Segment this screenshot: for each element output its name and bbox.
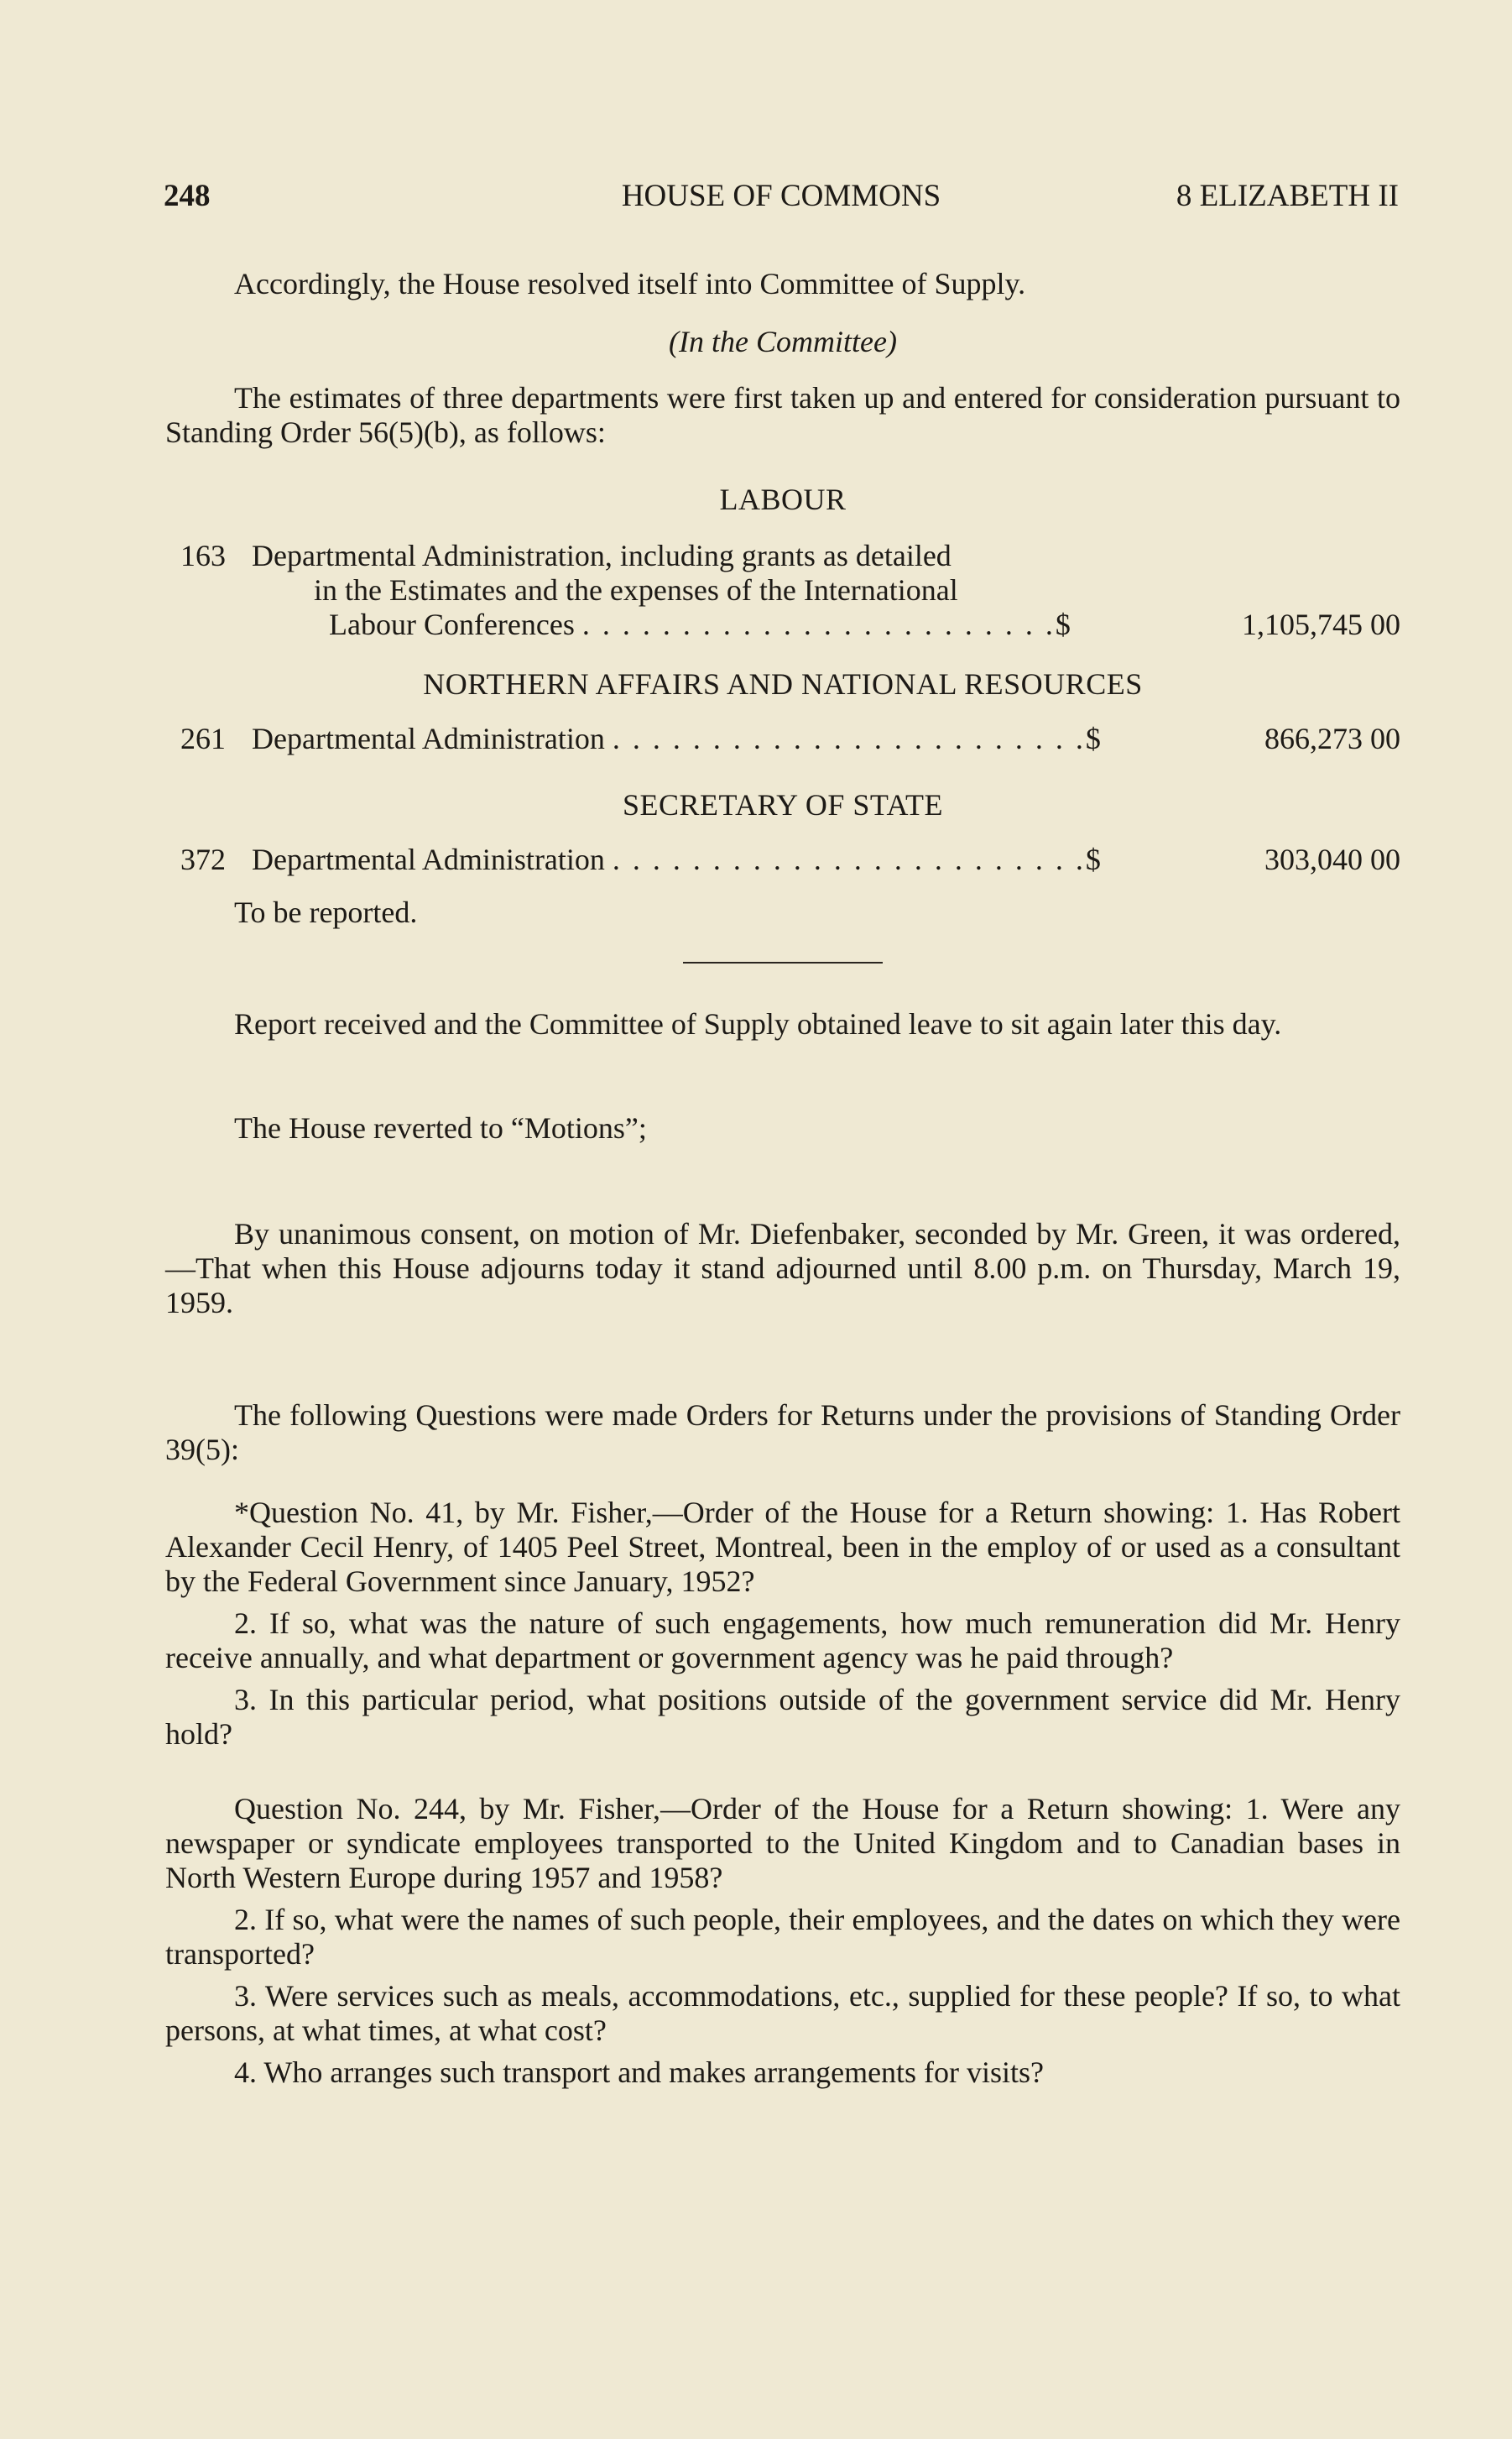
section-heading-northern-affairs: NORTHERN AFFAIRS AND NATIONAL RESOURCES	[423, 667, 1143, 701]
question-41-part-1: *Question No. 41, by Mr. Fisher,—Order of the House for a Return showing: 1. Has Robert Alexander Cecil Henry, of 1405 Peel Street, Montreal, been in the employ of or used as a consultant by the Federal Government since January, 1952?	[165, 1496, 1400, 1598]
item-description-line: Departmental Administration	[252, 722, 605, 755]
item-amount: 866,273 00	[1264, 722, 1400, 755]
running-header	[164, 178, 1399, 220]
item-number: 261	[180, 722, 226, 755]
dot-leader: . . . . . . . . . . . . . . . . . . . . . . . .$	[612, 843, 1103, 876]
report-received-paragraph: Report received and the Committee of Supply obtained leave to sit again later this day.	[234, 1007, 1282, 1041]
page-body	[165, 267, 1400, 2090]
item-amount: 303,040 00	[1264, 843, 1400, 876]
question-244-part-2: 2. If so, what were the names of such people, their employees, and the dates on which they were transported?	[165, 1903, 1400, 1971]
item-description-line: Labour Conferences	[329, 608, 575, 641]
unanimous-consent-paragraph: By unanimous consent, on motion of Mr. Diefenbaker, seconded by Mr. Green, it was ordered,—That when this House adjourns today it stand adjourned until 8.00 p.m. on Thursday, March 19, 1959.	[165, 1217, 1400, 1319]
item-number: 372	[180, 843, 226, 876]
header-regnal-year: 8 ELIZABETH II	[1176, 179, 1399, 213]
estimate-item-261	[165, 722, 1400, 756]
item-description-line: in the Estimates and the expenses of the International	[314, 573, 958, 607]
questions-intro-paragraph: The following Questions were made Orders for Returns under the provisions of Standing Order 39(5):	[165, 1398, 1400, 1466]
dot-leader: . . . . . . . . . . . . . . . . . . . . . . . .$	[581, 608, 1073, 641]
reverted-to-motions: The House reverted to “Motions”;	[234, 1111, 647, 1145]
question-244-part-3: 3. Were services such as meals, accommodations, etc., supplied for these people? If so, to what persons, at what times, at what cost?	[165, 1979, 1400, 2047]
in-committee-note: (In the Committee)	[669, 325, 897, 358]
estimate-item-163	[165, 539, 1400, 642]
question-41-part-2: 2. If so, what was the nature of such engagements, how much remuneration did Mr. Henry receive annually, and what department or government agency was he paid through?	[165, 1606, 1400, 1674]
dot-leader: . . . . . . . . . . . . . . . . . . . . . . . .$	[612, 722, 1103, 755]
section-divider	[683, 962, 883, 964]
item-amount: 1,105,745 00	[1242, 608, 1400, 641]
question-244-part-4: 4. Who arranges such transport and makes arrangements for visits?	[234, 2055, 1045, 2089]
item-description-line: Departmental Administration, including grants as detailed	[252, 539, 952, 572]
page-number: 248	[164, 179, 211, 213]
question-244-part-1: Question No. 244, by Mr. Fisher,—Order of the House for a Return showing: 1. Were any newspaper or syndicate employees transported to the United Kingdom and to Canadian bases in North Western Europe during 1957 and 1958?	[165, 1792, 1400, 1894]
estimate-item-372	[165, 843, 1400, 877]
to-be-reported: To be reported.	[234, 896, 418, 929]
item-number: 163	[180, 539, 226, 572]
question-41-part-3: 3. In this particular period, what positions outside of the government service did Mr. Henry hold?	[165, 1683, 1400, 1751]
estimates-intro-paragraph: The estimates of three departments were first taken up and entered for consideration pursuant to Standing Order 56(5)(b), as follows:	[165, 381, 1400, 449]
header-title: HOUSE OF COMMONS	[621, 179, 941, 213]
section-heading-secretary-of-state: SECRETARY OF STATE	[623, 788, 943, 822]
committee-resolve-paragraph: Accordingly, the House resolved itself into Committee of Supply.	[234, 267, 1026, 300]
item-description-line: Departmental Administration	[252, 843, 605, 876]
section-heading-labour: LABOUR	[719, 483, 847, 516]
